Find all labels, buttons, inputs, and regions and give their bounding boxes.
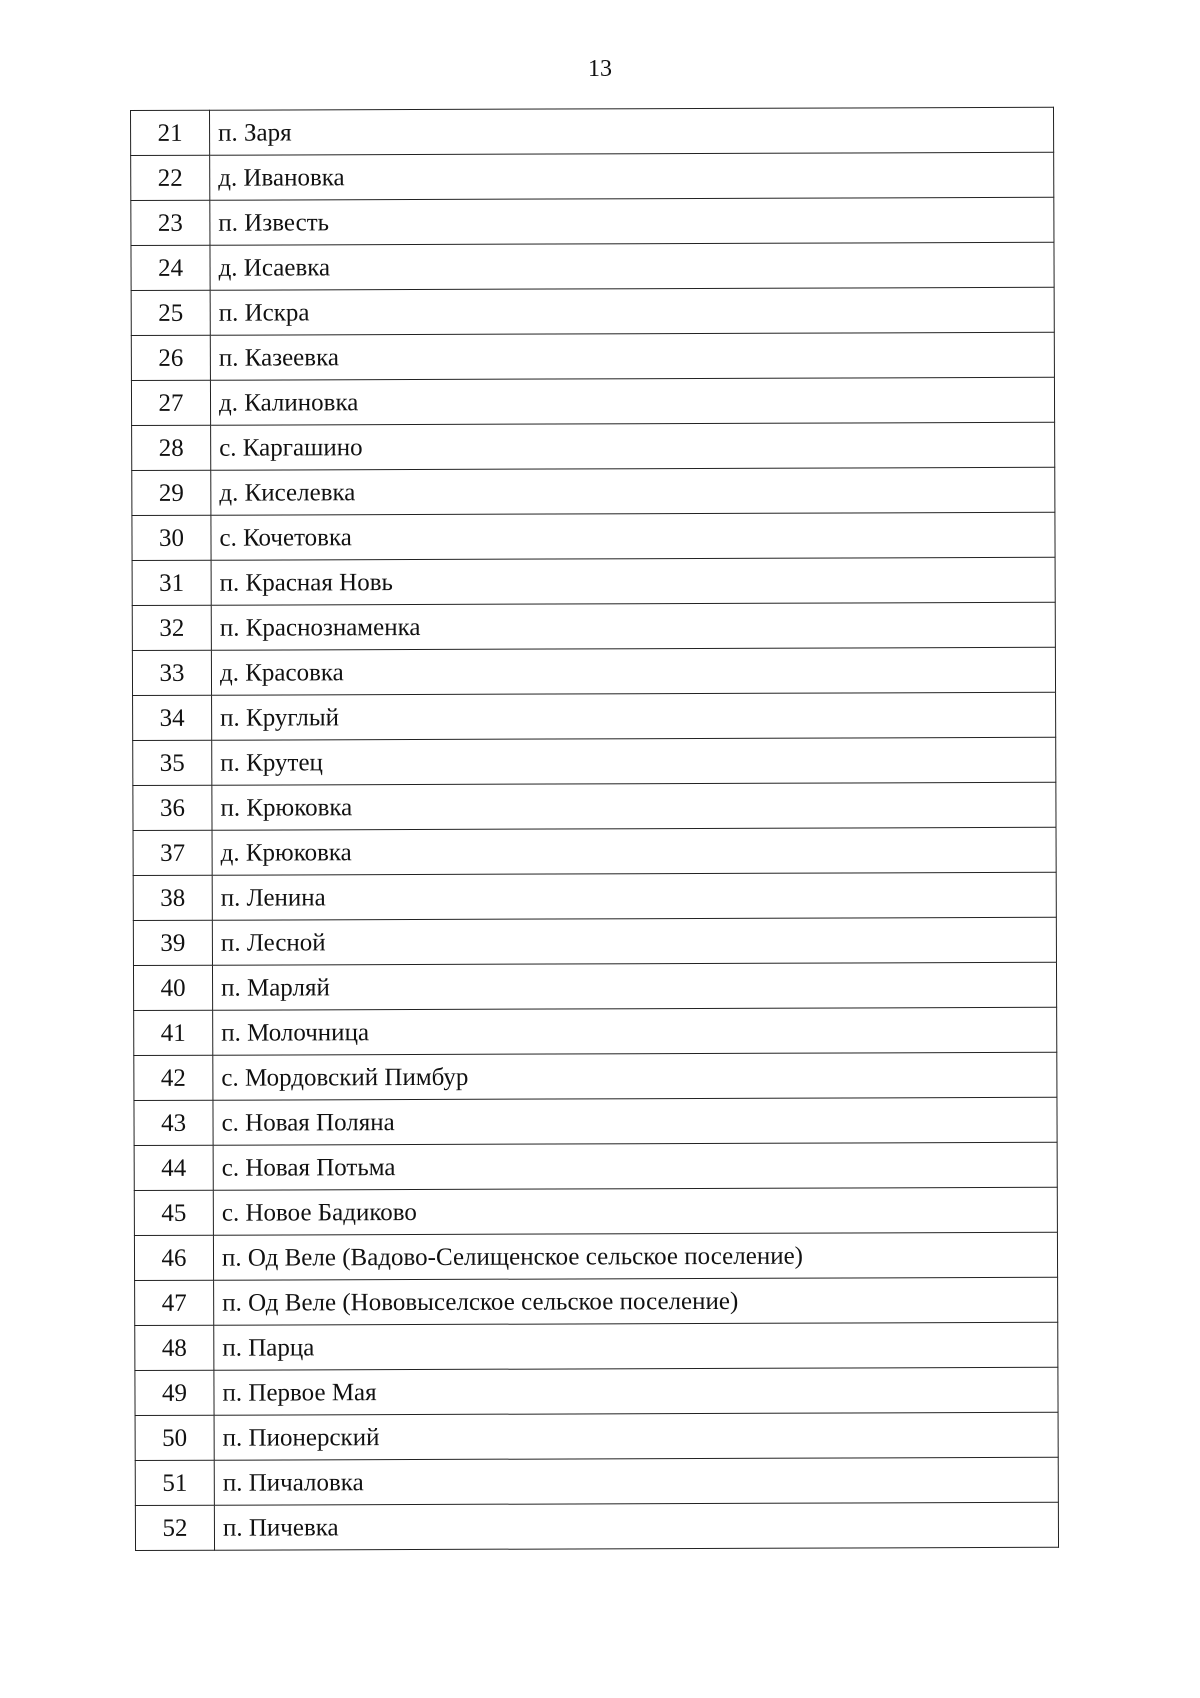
settlement-name: п. Парца bbox=[214, 1322, 1058, 1370]
settlement-name: п. Пионерский bbox=[214, 1412, 1058, 1460]
row-number: 30 bbox=[132, 515, 211, 560]
table-row bbox=[135, 1457, 1058, 1505]
settlement-name: п. Крутец bbox=[212, 737, 1056, 785]
row-number: 26 bbox=[131, 335, 210, 380]
row-number: 40 bbox=[133, 965, 212, 1010]
page-number: 13 bbox=[588, 56, 612, 82]
settlement-name: п. Од Веле (Вадово-Селищенское сельское поселение) bbox=[213, 1232, 1057, 1280]
table-row bbox=[135, 1367, 1058, 1415]
table-row bbox=[132, 512, 1055, 560]
settlement-name: п. Крюковка bbox=[212, 782, 1056, 830]
settlement-name: п. Первое Мая bbox=[214, 1367, 1058, 1415]
table-row bbox=[135, 1412, 1058, 1460]
table-row bbox=[133, 737, 1056, 785]
row-number: 39 bbox=[133, 920, 212, 965]
row-number: 41 bbox=[134, 1010, 213, 1055]
table-row bbox=[132, 602, 1055, 650]
settlement-name: п. Краснознаменка bbox=[211, 602, 1055, 650]
row-number: 49 bbox=[135, 1370, 214, 1415]
table-row bbox=[135, 1322, 1058, 1370]
settlement-name: п. Известь bbox=[210, 197, 1054, 245]
settlement-name: с. Каргашино bbox=[211, 422, 1055, 470]
row-number: 51 bbox=[135, 1460, 214, 1505]
table-row bbox=[135, 1277, 1058, 1325]
settlement-name: п. Од Веле (Нововыселское сельское поселение) bbox=[214, 1277, 1058, 1325]
row-number: 29 bbox=[132, 470, 211, 515]
row-number: 32 bbox=[132, 605, 211, 650]
settlement-name: с. Новая Поляна bbox=[213, 1097, 1057, 1145]
table-row bbox=[131, 332, 1054, 380]
row-number: 37 bbox=[133, 830, 212, 875]
row-number: 46 bbox=[134, 1235, 213, 1280]
table-row bbox=[132, 647, 1055, 695]
row-number: 38 bbox=[133, 875, 212, 920]
settlement-name: с. Мордовский Пимбур bbox=[213, 1052, 1057, 1100]
row-number: 36 bbox=[133, 785, 212, 830]
table-body bbox=[131, 107, 1059, 1550]
table-row bbox=[131, 107, 1054, 155]
table-row bbox=[135, 1502, 1058, 1550]
settlement-name: п. Ленина bbox=[212, 872, 1056, 920]
table-row bbox=[131, 197, 1054, 245]
settlement-name: с. Новое Бадиково bbox=[213, 1187, 1057, 1235]
table-row bbox=[134, 1007, 1057, 1055]
row-number: 48 bbox=[135, 1325, 214, 1370]
row-number: 42 bbox=[134, 1055, 213, 1100]
row-number: 27 bbox=[131, 380, 210, 425]
row-number: 52 bbox=[135, 1505, 214, 1550]
table-row bbox=[134, 1142, 1057, 1190]
settlement-name: п. Круглый bbox=[212, 692, 1056, 740]
table-row bbox=[131, 377, 1054, 425]
table-row bbox=[134, 1052, 1057, 1100]
table-row bbox=[133, 962, 1056, 1010]
row-number: 34 bbox=[133, 695, 212, 740]
settlement-name: п. Заря bbox=[210, 107, 1054, 155]
settlement-name: п. Искра bbox=[210, 287, 1054, 335]
settlement-name: п. Пичаловка bbox=[214, 1457, 1058, 1505]
table-row bbox=[134, 1097, 1057, 1145]
settlement-name: д. Красовка bbox=[211, 647, 1055, 695]
settlement-name: д. Ивановка bbox=[210, 152, 1054, 200]
settlement-name: д. Исаевка bbox=[210, 242, 1054, 290]
row-number: 35 bbox=[133, 740, 212, 785]
row-number: 43 bbox=[134, 1100, 213, 1145]
row-number: 22 bbox=[131, 155, 210, 200]
settlement-name: с. Новая Потьма bbox=[213, 1142, 1057, 1190]
row-number: 44 bbox=[134, 1145, 213, 1190]
settlement-name: д. Киселевка bbox=[211, 467, 1055, 515]
table-row bbox=[133, 782, 1056, 830]
settlement-name: п. Молочница bbox=[213, 1007, 1057, 1055]
row-number: 31 bbox=[132, 560, 211, 605]
table-row bbox=[134, 1187, 1057, 1235]
table-row bbox=[132, 557, 1055, 605]
table-row bbox=[133, 917, 1056, 965]
settlement-name: п. Марляй bbox=[212, 962, 1056, 1010]
settlements-table bbox=[130, 107, 1059, 1551]
settlement-name: п. Пичевка bbox=[214, 1502, 1058, 1550]
table-row bbox=[131, 152, 1054, 200]
table-row bbox=[132, 467, 1055, 515]
table-row bbox=[132, 422, 1055, 470]
row-number: 23 bbox=[131, 200, 210, 245]
table-row bbox=[131, 287, 1054, 335]
settlement-name: с. Кочетовка bbox=[211, 512, 1055, 560]
settlement-name: п. Красная Новь bbox=[211, 557, 1055, 605]
table-row bbox=[133, 872, 1056, 920]
table-row bbox=[134, 1232, 1057, 1280]
table-row bbox=[133, 827, 1056, 875]
row-number: 28 bbox=[132, 425, 211, 470]
settlement-name: д. Крюковка bbox=[212, 827, 1056, 875]
settlement-name: п. Лесной bbox=[212, 917, 1056, 965]
settlement-name: п. Казеевка bbox=[210, 332, 1054, 380]
row-number: 25 bbox=[131, 290, 210, 335]
row-number: 50 bbox=[135, 1415, 214, 1460]
row-number: 45 bbox=[134, 1190, 213, 1235]
row-number: 24 bbox=[131, 245, 210, 290]
table-row bbox=[133, 692, 1056, 740]
table-row bbox=[131, 242, 1054, 290]
row-number: 33 bbox=[132, 650, 211, 695]
row-number: 47 bbox=[135, 1280, 214, 1325]
settlement-name: д. Калиновка bbox=[210, 377, 1054, 425]
row-number: 21 bbox=[131, 110, 210, 155]
